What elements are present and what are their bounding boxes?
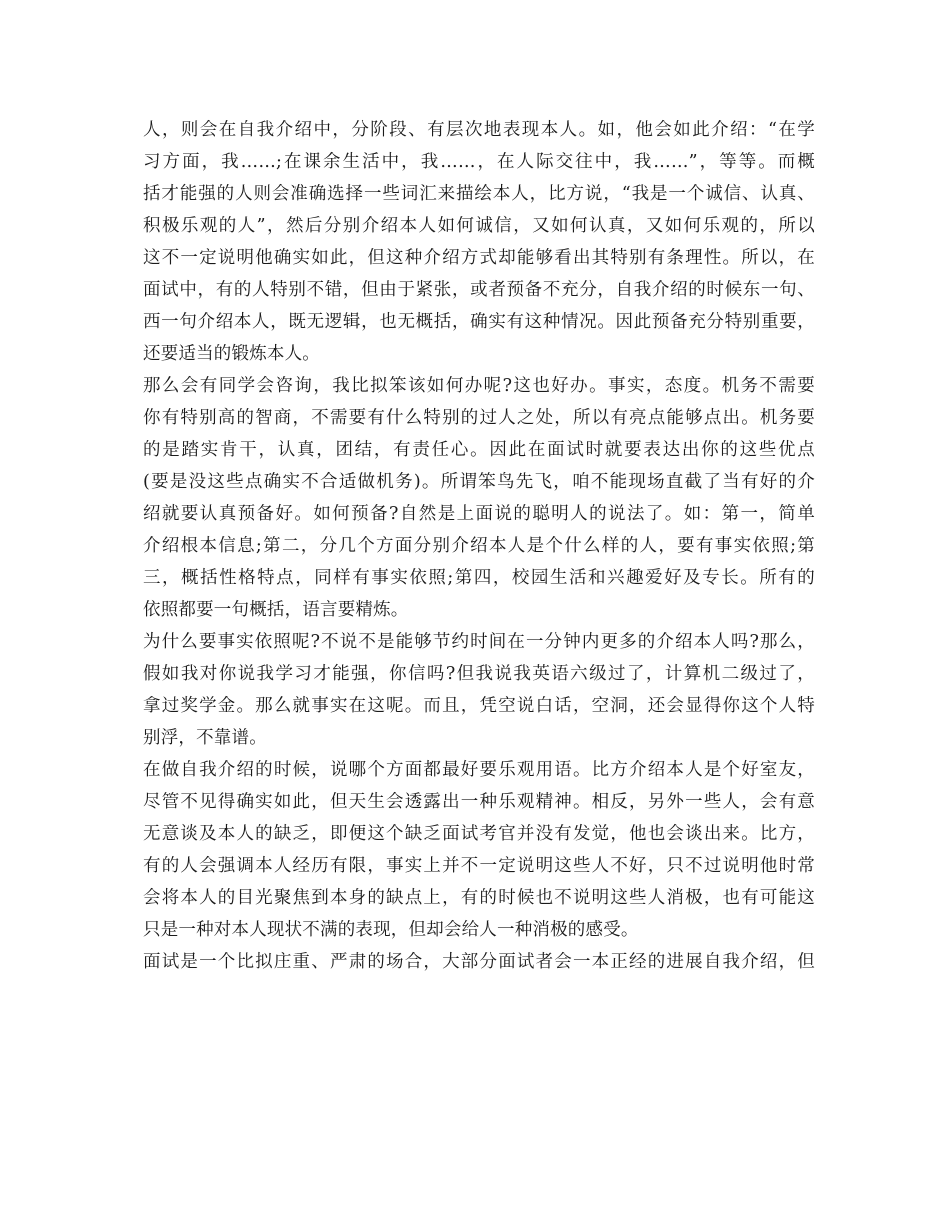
text-line: 积极乐观的人”，然后分别介绍本人如何诚信，又如何认真，又如何乐观的，所以 (143, 216, 815, 236)
text-line: 在做自我介绍的时候，说哪个方面都最好要乐观用语。比方介绍本人是个好室友， (143, 760, 815, 780)
text-line: 面试中，有的人特别不错，但由于紧张，或者预备不充分，自我介绍的时候东一句、 (143, 280, 815, 300)
text-line: 那么会有同学会咨询，我比拟笨该如何办呢?这也好办。事实，态度。机务不需要 (143, 376, 815, 396)
text-line: 习方面，我……;在课余生活中，我……，在人际交往中，我……”，等等。而概 (143, 152, 815, 172)
text-line: 绍就要认真预备好。如何预备?自然是上面说的聪明人的说法了。如：第一，简单 (143, 504, 815, 524)
text-line: 依照都要一句概括，语言要精炼。 (143, 600, 409, 620)
text-line: 还要适当的锻炼本人。 (143, 344, 320, 364)
document-body (143, 114, 815, 978)
text-line: 西一句介绍本人，既无逻辑，也无概括，确实有这种情况。因此预备充分特别重要， (143, 312, 815, 332)
text-line: 尽管不见得确实如此，但天生会透露出一种乐观精神。相反，另外一些人，会有意 (143, 792, 815, 812)
text-line: 人，则会在自我介绍中，分阶段、有层次地表现本人。如，他会如此介绍：“在学 (143, 120, 815, 140)
text-line: 别浮，不靠谱。 (143, 728, 267, 748)
text-line: 三，概括性格特点，同样有事实依照;第四，校园生活和兴趣爱好及专长。所有的 (143, 568, 815, 588)
text-line: 面试是一个比拟庄重、严肃的场合，大部分面试者会一本正经的进展自我介绍，但 (143, 952, 815, 972)
text-line: 假如我对你说我学习才能强，你信吗?但我说我英语六级过了，计算机二级过了， (143, 664, 815, 684)
text-line: 你有特别高的智商，不需要有什么特别的过人之处，所以有亮点能够点出。机务要 (143, 408, 815, 428)
text-line: (要是没这些点确实不合适做机务)。所谓笨鸟先飞，咱不能现场直截了当有好的介 (143, 472, 815, 492)
text-line: 这不一定说明他确实如此，但这种介绍方式却能够看出其特别有条理性。所以，在 (143, 248, 815, 268)
text-line: 的是踏实肯干，认真，团结，有责任心。因此在面试时就要表达出你的这些优点 (143, 440, 815, 460)
text-line: 只是一种对本人现状不满的表现，但却会给人一种消极的感受。 (143, 920, 639, 940)
text-line: 拿过奖学金。那么就事实在这呢。而且，凭空说白话，空洞，还会显得你这个人特 (143, 696, 815, 716)
text-line: 括才能强的人则会准确选择一些词汇来描绘本人，比方说，“我是一个诚信、认真、 (143, 184, 815, 204)
text-line: 会将本人的目光聚焦到本身的缺点上，有的时候也不说明这些人消极，也有可能这 (143, 888, 815, 908)
text-line: 为什么要事实依照呢?不说不是能够节约时间在一分钟内更多的介绍本人吗?那么， (143, 632, 815, 652)
text-line: 无意谈及本人的缺乏，即便这个缺乏面试考官并没有发觉，他也会谈出来。比方， (143, 824, 815, 844)
text-line: 介绍根本信息;第二，分几个方面分别介绍本人是个什么样的人，要有事实依照;第 (143, 536, 815, 556)
text-line: 有的人会强调本人经历有限，事实上并不一定说明这些人不好，只不过说明他时常 (143, 856, 815, 876)
